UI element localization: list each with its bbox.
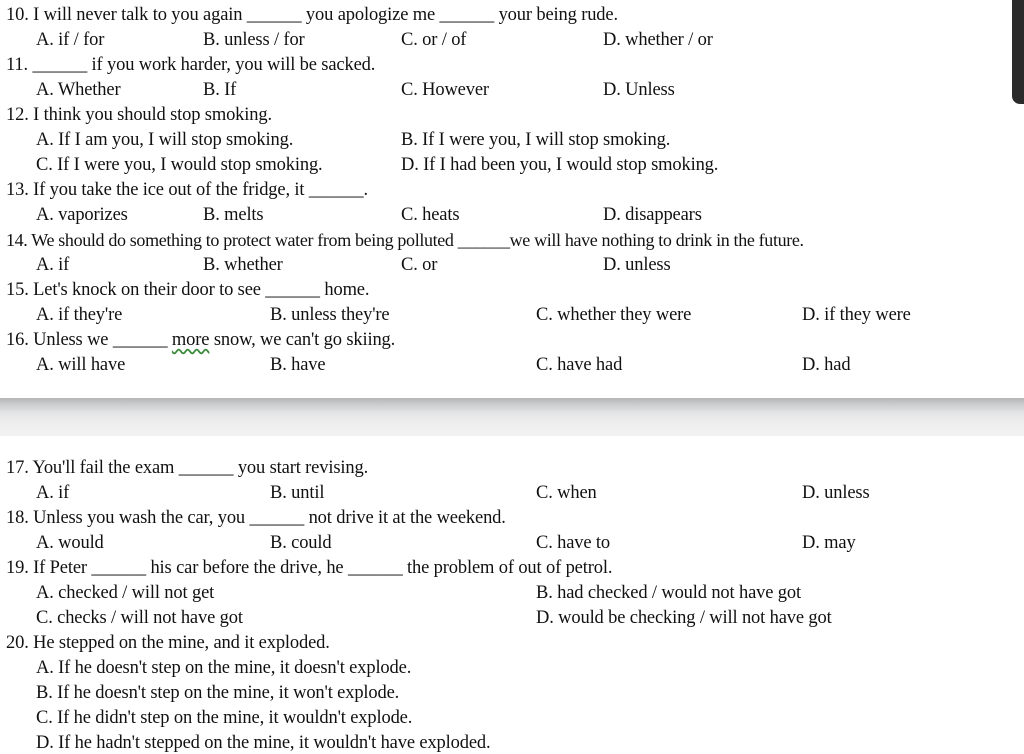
q12-option-c: C. If I were you, I would stop smoking. [36, 155, 323, 175]
q17-option-c: C. when [536, 483, 597, 503]
page-separator [0, 398, 1024, 436]
q20-option-d: D. If he hadn't stepped on the mine, it wouldn't have exploded. [36, 733, 491, 753]
q16-option-a: A. will have [36, 355, 126, 375]
q17-option-a: A. if [36, 483, 70, 503]
question-17: 17. You'll fail the exam ______ you start revising. [6, 458, 369, 478]
question-18: 18. Unless you wash the car, you ______ not drive it at the weekend. [6, 508, 506, 528]
question-16-end: snow, we can't go skiing. [209, 330, 396, 350]
q10-option-d: D. whether / or [603, 30, 713, 50]
q10-option-a: A. if / for [36, 30, 105, 50]
question-16 [6, 328, 395, 352]
q14-option-a: A. if [36, 255, 70, 275]
q15-option-b: B. unless they're [270, 305, 390, 325]
q13-option-c: C. heats [401, 205, 460, 225]
q16-option-d: D. had [802, 355, 851, 375]
q11-option-d: D. Unless [603, 80, 675, 100]
question-11: 11. ______ if you work harder, you will be sacked. [6, 55, 376, 75]
q18-option-d: D. may [802, 533, 856, 553]
q11-option-a: A. Whether [36, 80, 121, 100]
question-12: 12. I think you should stop smoking. [6, 105, 272, 125]
q19-option-a: A. checked / will not get [36, 583, 215, 603]
q20-option-c: C. If he didn't step on the mine, it wouldn't explode. [36, 708, 413, 728]
q17-option-b: B. until [270, 483, 325, 503]
q15-option-c: C. whether they were [536, 305, 692, 325]
q12-option-a: A. If I am you, I will stop smoking. [36, 130, 294, 150]
q20-option-a: A. If he doesn't step on the mine, it doesn't explode. [36, 658, 412, 678]
q10-option-c: C. or / of [401, 30, 467, 50]
q15-option-d: D. if they were [802, 305, 911, 325]
question-10: 10. I will never talk to you again ______ you apologize me ______ your being rude. [6, 5, 618, 25]
q16-option-b: B. have [270, 355, 326, 375]
q18-option-c: C. have to [536, 533, 611, 553]
spellcheck-flagged-word: more [171, 330, 210, 350]
scrollbar-thumb[interactable] [1012, 0, 1024, 104]
question-19: 19. If Peter ______ his car before the drive, he ______ the problem of out of petrol. [6, 558, 613, 578]
q18-option-a: A. would [36, 533, 104, 553]
q13-option-d: D. disappears [603, 205, 702, 225]
q19-option-d: D. would be checking / will not have got [536, 608, 832, 628]
q19-option-c: C. checks / will not have got [36, 608, 243, 628]
q18-option-b: B. could [270, 533, 332, 553]
q13-option-b: B. melts [203, 205, 264, 225]
q10-option-b: B. unless / for [203, 30, 305, 50]
question-20: 20. He stepped on the mine, and it exploded. [6, 633, 330, 653]
q19-option-b: B. had checked / would not have got [536, 583, 801, 603]
q13-option-a: A. vaporizes [36, 205, 128, 225]
q14-option-d: D. unless [603, 255, 671, 275]
question-13: 13. If you take the ice out of the fridge, it ______. [6, 180, 368, 200]
q12-option-b: B. If I were you, I will stop smoking. [401, 130, 671, 150]
q20-option-b: B. If he doesn't step on the mine, it won't explode. [36, 683, 400, 703]
question-16-start: 16. Unless we ______ [6, 330, 172, 350]
q16-option-c: C. have had [536, 355, 623, 375]
question-15: 15. Let's knock on their door to see ______ home. [6, 280, 370, 300]
q11-option-b: B. If [203, 80, 237, 100]
q12-option-d: D. If I had been you, I would stop smoking. [401, 155, 719, 175]
q11-option-c: C. However [401, 80, 489, 100]
q17-option-d: D. unless [802, 483, 870, 503]
q15-option-a: A. if they're [36, 305, 123, 325]
q14-option-c: C. or [401, 255, 438, 275]
question-14: 14. We should do something to protect water from being polluted ______we will have nothing to drink in the future. [6, 230, 804, 250]
worksheet-page-bottom [0, 436, 1024, 754]
q14-option-b: B. whether [203, 255, 283, 275]
